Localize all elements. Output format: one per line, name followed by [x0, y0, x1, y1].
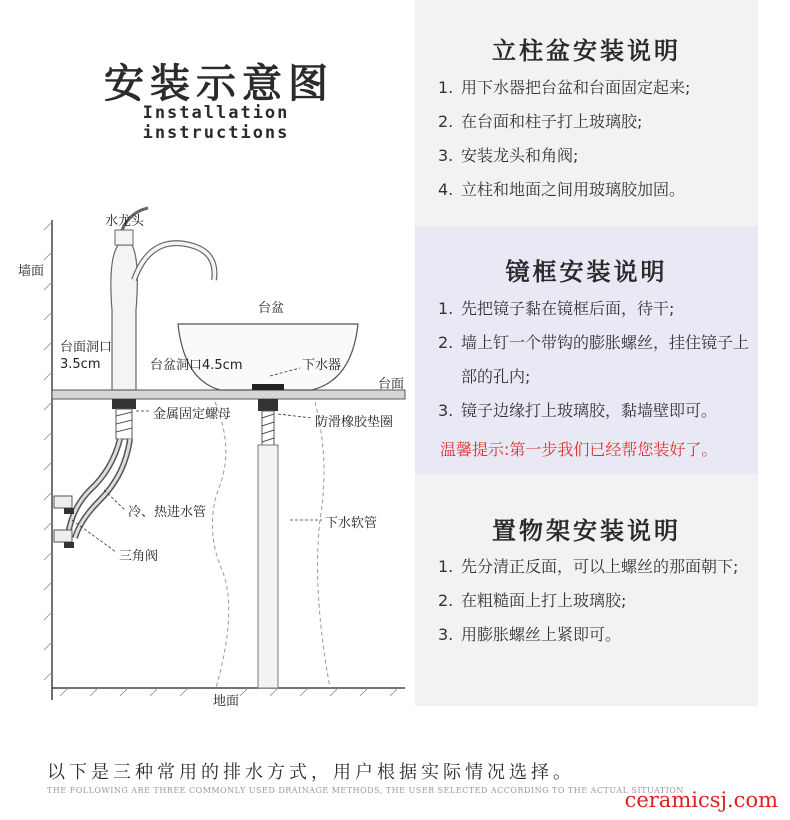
gasket-label: 防滑橡胶垫圈 [315, 415, 394, 430]
mirror-frame-instructions [415, 226, 758, 474]
wall-label: 墙面 [18, 264, 45, 279]
list-item: 2. 墙上钉一个带钩的膨胀螺丝，挂住镜子上部的孔内; [438, 333, 750, 386]
shelf-steps [438, 550, 750, 652]
pedestal-basin-heading: 立柱盆安装说明 [492, 37, 681, 65]
list-item: 2. 在粗糙面上打上玻璃胶; [438, 591, 627, 610]
footer-text-cn: 以下是三种常用的排水方式，用户根据实际情况选择。 [47, 762, 575, 783]
list-item: 1. 用下水器把台盆和台面固定起来; [438, 78, 691, 97]
floor-label: 地面 [213, 694, 240, 709]
watermark-text: ceramicsj.com [624, 788, 778, 812]
list-item: 2. 在台面和柱子打上玻璃胶; [438, 112, 643, 131]
list-item: 1. 先把镜子黏在镜框后面，待干; [438, 299, 675, 318]
pedestal-basin-steps [438, 71, 750, 207]
basin-hole-label: 台盆洞口4.5cm [150, 358, 243, 373]
shelf-instructions [415, 474, 758, 706]
diagram-title-en: Installation instructions [142, 103, 290, 143]
tip-text: 温馨提示:第一步我们已经帮您装好了。 [440, 440, 718, 459]
water-pipes-label: 冷、热进水管 [128, 505, 207, 520]
list-item: 1. 先分清正反面，可以上螺丝的那面朝下; [438, 557, 739, 576]
mirror-frame-heading: 镜框安装说明 [505, 258, 668, 286]
drain-label: 下水器 [302, 358, 342, 373]
diagram-title-cn: 安装示意图 [104, 61, 334, 107]
installation-diagram-drawing [0, 190, 410, 710]
drain-hose-label: 下水软管 [325, 516, 378, 531]
list-item: 3. 安装龙头和角阀; [438, 146, 579, 165]
metal-nut-label: 金属固定螺母 [153, 407, 232, 422]
counter-hole-label: 台面洞口 [60, 340, 113, 355]
angle-valve-label: 三角阀 [119, 549, 159, 564]
countertop-label: 台面 [378, 377, 405, 392]
list-item: 3. 镜子边缘打上玻璃胶，黏墙壁即可。 [438, 401, 718, 420]
shelf-heading: 置物架安装说明 [492, 517, 681, 545]
pedestal-basin-instructions [415, 0, 758, 226]
installation-diagram [0, 190, 410, 710]
mirror-frame-steps [438, 292, 750, 428]
list-item: 3. 用膨胀螺丝上紧即可。 [438, 625, 622, 644]
faucet-label: 水龙头 [105, 214, 145, 229]
list-item: 4. 立柱和地面之间用玻璃胶加固。 [438, 180, 686, 199]
basin-label: 台盆 [258, 301, 285, 316]
footer-text-en: THE FOLLOWING ARE THREE COMMONLY USED DRAINAGE METHODS, THE USER SELECTED ACCORDING TO THE ACTUAL SITUATION [47, 786, 684, 795]
counter-hole-size: 3.5cm [60, 357, 101, 372]
